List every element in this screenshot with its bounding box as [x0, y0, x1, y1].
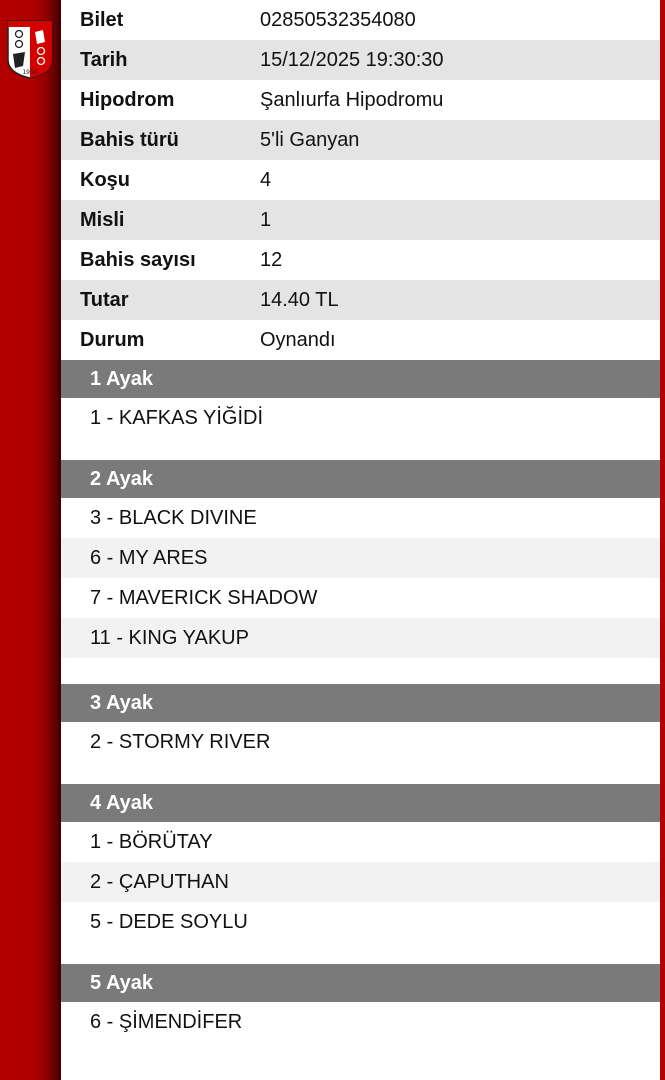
info-row-amount	[61, 280, 660, 320]
info-row-racecourse	[61, 80, 660, 120]
info-value: 12	[260, 248, 283, 271]
leg-header-2: 2 Ayak	[61, 460, 660, 498]
leg-spacer	[61, 942, 660, 964]
leg-header-5: 5 Ayak	[61, 964, 660, 1002]
horse-item: 7 - MAVERICK SHADOW	[90, 586, 318, 609]
horse-item: 5 - DEDE SOYLU	[90, 910, 248, 933]
info-label: Bilet	[80, 8, 124, 31]
info-row-ticket	[61, 0, 660, 40]
leg-header-1: 1 Ayak	[61, 360, 660, 398]
info-label: Bahis sayısı	[80, 248, 196, 271]
ticket-detail	[61, 0, 660, 1080]
info-value: 4	[260, 168, 272, 191]
info-value: 15/12/2025 19:30:30	[260, 48, 444, 71]
info-value: Şanlıurfa Hipodromu	[260, 88, 444, 111]
info-value: 02850532354080	[260, 8, 416, 31]
leg-spacer	[61, 438, 660, 460]
right-edge-bar	[660, 0, 665, 1080]
horse-item: 2 - STORMY RIVER	[90, 730, 271, 753]
info-label: Koşu	[80, 168, 130, 191]
info-label: Misli	[80, 208, 125, 231]
legs-list	[61, 360, 660, 1042]
ticket-info-table	[61, 0, 660, 360]
info-row-race	[61, 160, 660, 200]
horse-item: 3 - BLACK DIVINE	[90, 506, 257, 529]
info-label: Durum	[80, 328, 145, 351]
left-sidebar	[0, 0, 61, 1080]
horse-item: 6 - ŞİMENDİFER	[90, 1010, 243, 1033]
horse-item: 6 - MY ARES	[61, 538, 660, 578]
club-logo	[5, 18, 55, 80]
info-label: Tarih	[80, 48, 128, 71]
info-row-bet-count	[61, 240, 660, 280]
horse-item: 2 - ÇAPUTHAN	[61, 862, 660, 902]
info-value: 14.40 TL	[260, 288, 339, 311]
info-row-bet-type	[61, 120, 660, 160]
leg-spacer	[61, 762, 660, 784]
leg-spacer	[61, 658, 660, 684]
leg-header-3: 3 Ayak	[61, 684, 660, 722]
horse-item: 1 - BÖRÜTAY	[90, 830, 213, 853]
horse-item: 1 - KAFKAS YİĞİDİ	[90, 406, 264, 429]
info-label: Hipodrom	[80, 88, 175, 111]
horse-item: 11 - KING YAKUP	[61, 618, 660, 658]
info-value: 1	[260, 208, 272, 231]
info-value: 5'li Ganyan	[260, 128, 360, 151]
info-row-date	[61, 40, 660, 80]
info-row-multiplier	[61, 200, 660, 240]
info-label: Tutar	[80, 288, 129, 311]
info-row-status	[61, 320, 660, 360]
leg-header-4: 4 Ayak	[61, 784, 660, 822]
info-label: Bahis türü	[80, 128, 179, 151]
logo-year: 1950	[22, 69, 38, 76]
info-value: Oynandı	[260, 328, 336, 351]
